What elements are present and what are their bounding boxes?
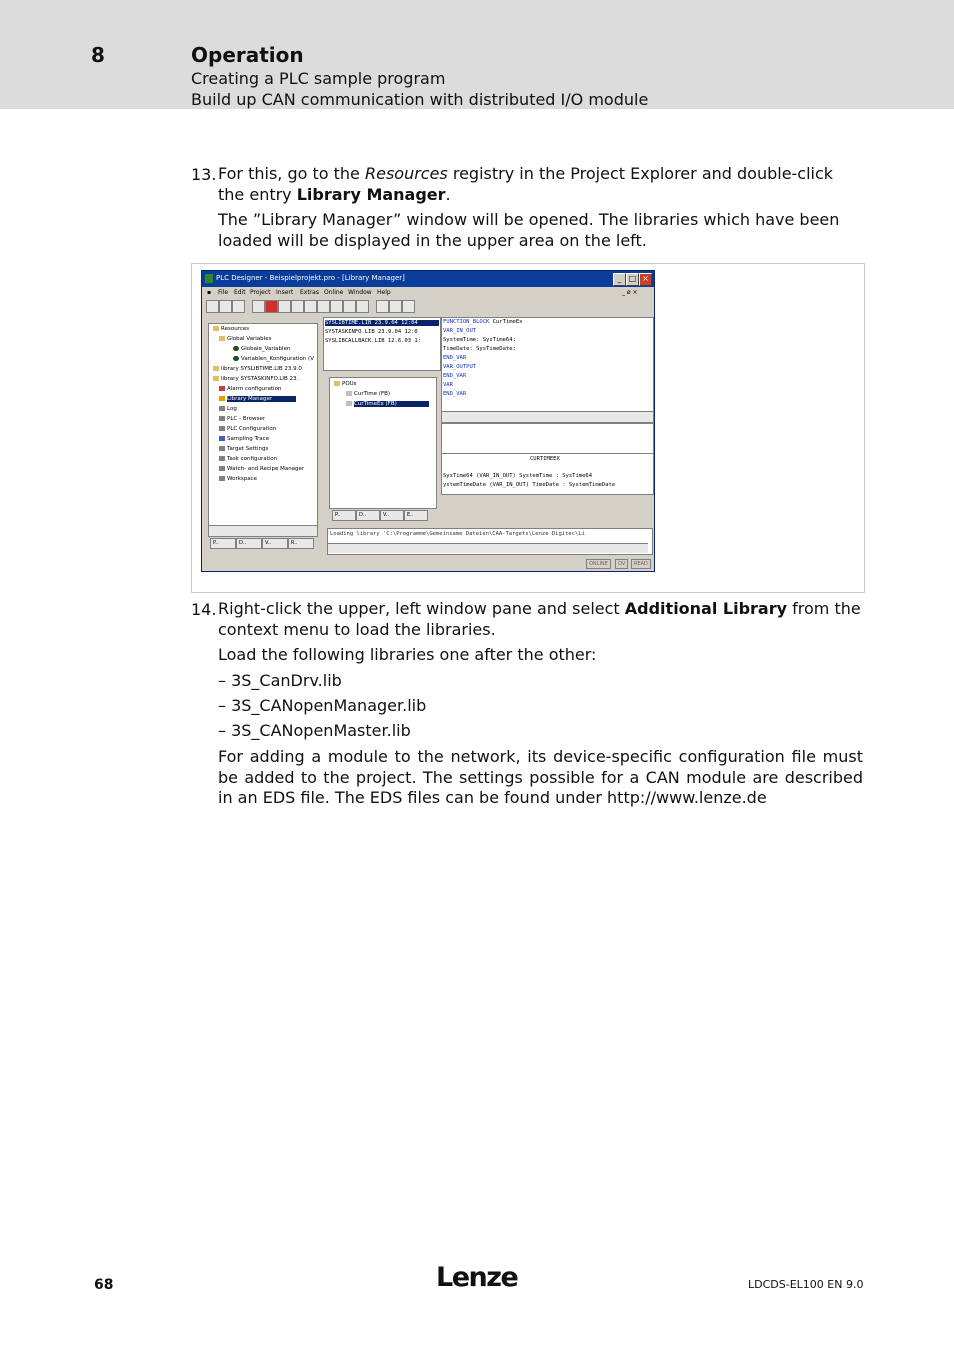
status-read: READ bbox=[631, 559, 651, 569]
app-icon bbox=[205, 274, 213, 283]
pou-curtimeex: CurTimeEx (FB) bbox=[346, 401, 429, 407]
alarm-icon bbox=[219, 386, 225, 391]
folder-icon bbox=[213, 326, 219, 331]
library-item: – 3S_CANopenMaster.lib bbox=[218, 721, 411, 740]
status-online: ONLINE bbox=[586, 559, 611, 569]
block-preview bbox=[441, 453, 654, 495]
chapter-number: 8 bbox=[91, 43, 105, 67]
editor-scrollbar bbox=[442, 411, 653, 422]
lenze-logo: Lenze bbox=[436, 1262, 518, 1293]
find-icon bbox=[343, 300, 356, 313]
tree-scrollbar bbox=[209, 525, 317, 536]
library-syslibcallback: SYSLIBCALLBACK.LIB 12.6.03 1: bbox=[325, 338, 422, 344]
step-13-text: For this, go to the Resources registry in the Project Explorer and double-click the entry Library Manager. bbox=[218, 164, 834, 204]
cut-icon bbox=[376, 300, 389, 313]
folder-icon bbox=[213, 366, 219, 371]
block-row: ystemTimeDate (VAR_IN_OUT) TimeDate : SystemTimeDate bbox=[443, 482, 616, 488]
status-ov: OV bbox=[615, 559, 628, 569]
library-item: – 3S_CANopenManager.lib bbox=[218, 696, 427, 715]
config-icon bbox=[219, 426, 225, 431]
tab-pous: P.. bbox=[210, 538, 236, 549]
step-14-number: 14. bbox=[191, 600, 217, 619]
pou-folder: POUs bbox=[334, 381, 357, 387]
download-icon bbox=[330, 300, 343, 313]
inner-window-controls: _ ø × bbox=[622, 289, 638, 296]
library-item: – 3S_CanDrv.lib bbox=[218, 671, 342, 690]
page-number: 68 bbox=[94, 1277, 114, 1293]
menu-online: Online bbox=[324, 289, 344, 296]
globe-icon bbox=[233, 346, 239, 351]
menu-icon: ▪ bbox=[207, 289, 212, 296]
open-icon bbox=[219, 300, 232, 313]
code-line: TimeDate: SysTimeDate; bbox=[443, 346, 516, 352]
title-bar bbox=[202, 271, 654, 287]
tab-datatypes-mid: D.. bbox=[356, 510, 380, 521]
tree-sampling-trace: Sampling Trace bbox=[219, 436, 269, 442]
tab-datatypes: D.. bbox=[236, 538, 262, 549]
window-title: PLC Designer - Beispielprojekt.pro - [Library Manager] bbox=[216, 274, 405, 282]
tree-target-settings: Target Settings bbox=[219, 446, 268, 452]
watch-icon bbox=[219, 466, 225, 471]
tree-watch-recipe-manager: Watch- and Recipe Manager bbox=[219, 466, 304, 472]
breakpoint-icon bbox=[317, 300, 330, 313]
tree-library-manager: Library Manager bbox=[219, 396, 315, 402]
library-systaskinfo: SYSTASKINFO.LIB 23.9.04 12:0 bbox=[325, 329, 418, 335]
tree-plc-configuration: PLC Configuration bbox=[219, 426, 276, 432]
code-line: VAR_IN_OUT bbox=[443, 328, 477, 334]
tab-resources: R.. bbox=[288, 538, 314, 549]
code-line: VAR_OUTPUT bbox=[443, 364, 477, 370]
tree-plc-browser: PLC - Browser bbox=[219, 416, 265, 422]
close-icon: × bbox=[639, 273, 652, 286]
run-icon bbox=[278, 300, 291, 313]
tree-resources: Resources bbox=[213, 326, 249, 332]
trace-icon bbox=[219, 436, 225, 441]
tab-globals-mid: E.. bbox=[404, 510, 428, 521]
message-scrollbar bbox=[328, 543, 648, 553]
chapter-title: Operation bbox=[191, 43, 304, 67]
document-id: LDCDS-EL100 EN 9.0 bbox=[748, 1278, 864, 1291]
stop-icon bbox=[265, 300, 278, 313]
folder-icon bbox=[219, 336, 225, 341]
step-14-text: Right-click the upper, left window pane and select Additional Library from the context menu to load the libraries. bbox=[218, 599, 861, 639]
browser-icon bbox=[219, 416, 225, 421]
save-icon bbox=[232, 300, 245, 313]
folder-icon bbox=[334, 381, 340, 386]
paste-icon bbox=[402, 300, 415, 313]
maximize-icon: □ bbox=[626, 273, 639, 286]
menu-file: File bbox=[218, 289, 229, 296]
menu-project: Project bbox=[250, 289, 271, 296]
section-subtitle: Creating a PLC sample program bbox=[191, 69, 446, 88]
pou-curtime: CurTime (FB) bbox=[346, 391, 390, 397]
message-line: Loading library 'C:\Programme\Gemeinsame Dateien\CAA-Targets\Lenze Digitec\Li bbox=[330, 531, 585, 537]
code-line: SystemTime: SysTime64; bbox=[443, 337, 516, 343]
replace-icon bbox=[356, 300, 369, 313]
library-list bbox=[323, 317, 441, 371]
tab-pous-mid: P.. bbox=[332, 510, 356, 521]
block-row: SysTime64 (VAR_IN_OUT) SystemTime : SysTime64 bbox=[443, 473, 593, 479]
workspace-icon bbox=[219, 476, 225, 481]
status-bar bbox=[202, 558, 654, 569]
menu-insert: Insert bbox=[276, 289, 294, 296]
pou-tree bbox=[329, 377, 437, 509]
minimize-icon: _ bbox=[613, 273, 626, 286]
code-line: END_VAR bbox=[443, 355, 467, 361]
step-14-instruction: Load the following libraries one after the other: bbox=[218, 645, 597, 664]
block-icon bbox=[346, 401, 352, 406]
tree-log: Log bbox=[219, 406, 237, 412]
tree-lib-systaskinfo: library SYSTASKINFO.LIB 23. bbox=[213, 376, 298, 382]
library-icon bbox=[219, 396, 225, 401]
step-13-note: The ”Library Manager” window will be opened. The libraries which have been loaded will be displayed in the upper area on the left. bbox=[218, 210, 840, 250]
tree-workspace: Workspace bbox=[219, 476, 257, 482]
subsection-subtitle: Build up CAN communication with distributed I/O module bbox=[191, 90, 649, 109]
menu-edit: Edit bbox=[234, 289, 246, 296]
code-line: VAR bbox=[443, 382, 453, 388]
step-13-number: 13. bbox=[191, 165, 217, 184]
tree-task-configuration: Task configuration bbox=[219, 456, 277, 462]
settings-icon bbox=[219, 446, 225, 451]
menu-window: Window bbox=[348, 289, 372, 296]
library-manager-screenshot bbox=[201, 270, 655, 572]
menu-extras: Extras bbox=[300, 289, 319, 296]
reset-icon bbox=[304, 300, 317, 313]
block-icon bbox=[346, 391, 352, 396]
declaration-editor bbox=[441, 317, 654, 423]
code-line: END_VAR bbox=[443, 391, 467, 397]
step-14-note: For adding a module to the network, its device-specific configuration file must be added to the project. The settings possible for a CAN module are described in an EDS file. The EDS files can be found under http://www.lenze.de bbox=[218, 747, 863, 807]
log-icon bbox=[219, 406, 225, 411]
menu-help: Help bbox=[377, 289, 391, 296]
task-icon bbox=[219, 456, 225, 461]
tab-visualizations-mid: V.. bbox=[380, 510, 404, 521]
login-icon bbox=[252, 300, 265, 313]
library-syslibtime: SYSLIBTIME.LIB 23.9.04 12:04 bbox=[325, 320, 439, 326]
tree-global-variables: Global Variables bbox=[219, 336, 271, 342]
project-explorer-tree bbox=[208, 323, 318, 537]
menu-bar bbox=[202, 287, 654, 298]
code-line: END_VAR bbox=[443, 373, 467, 379]
step-icon bbox=[291, 300, 304, 313]
tab-visualizations: V.. bbox=[262, 538, 288, 549]
tree-lib-syslibtime: library SYSLIBTIME.LIB 23.9.0 bbox=[213, 366, 302, 372]
tree-globale-variablen: Globale_Variablen bbox=[233, 346, 290, 352]
message-window bbox=[327, 528, 653, 555]
tree-variablen-konfiguration: Variablen_Konfiguration (V bbox=[233, 356, 314, 362]
block-preview-top bbox=[441, 423, 654, 455]
block-name: CURTIMEEX bbox=[530, 456, 560, 462]
copy-icon bbox=[389, 300, 402, 313]
globe-icon bbox=[233, 356, 239, 361]
new-icon bbox=[206, 300, 219, 313]
folder-icon bbox=[213, 376, 219, 381]
tree-alarm-configuration: Alarm configuration bbox=[219, 386, 281, 392]
code-line: FUNCTION_BLOCK CurTimeEx bbox=[443, 319, 523, 325]
